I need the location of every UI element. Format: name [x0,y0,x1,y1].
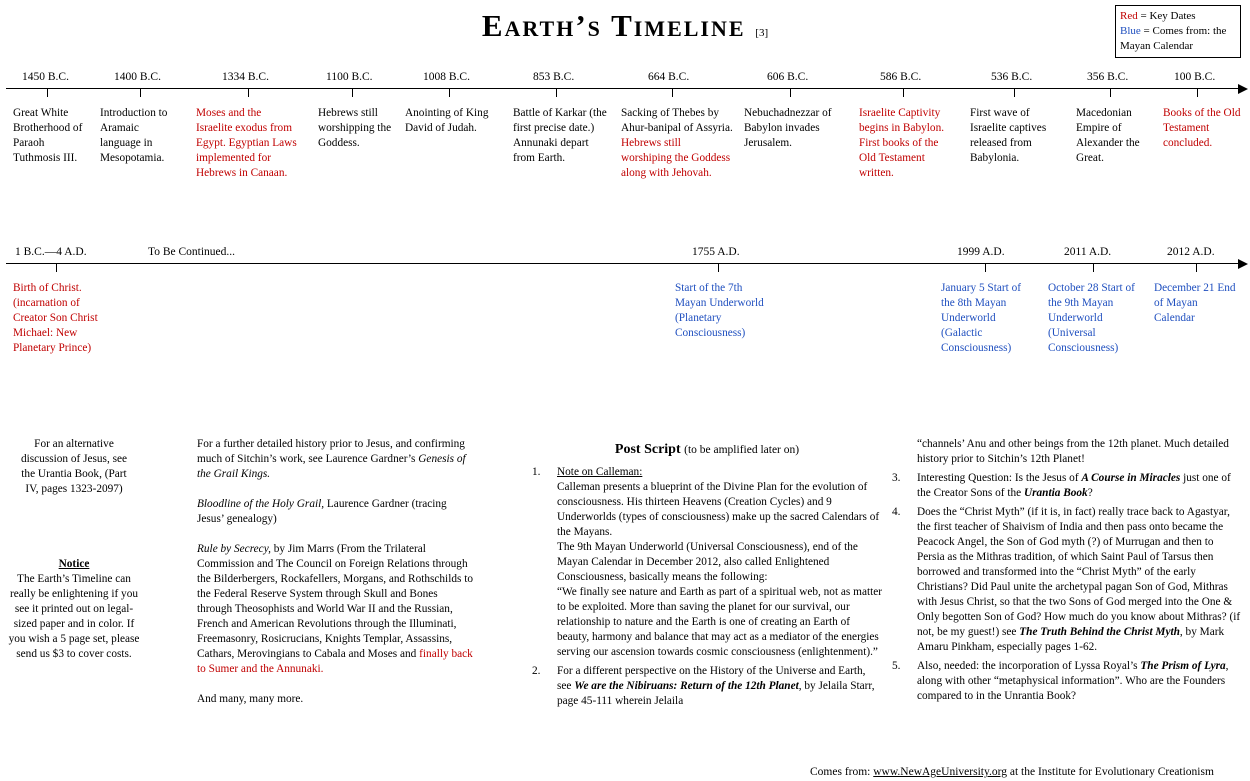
timeline-event-mayan: January 5 Start of the 8th Mayan Underworld (Galactic Consciousness) [941,282,1021,354]
timeline-event: Nebuchadnezzar of Babylon invades Jerusalem. [744,107,832,149]
timeline-event-text: Sacking of Thebes by Ahur-banipal of Assyria. [621,107,733,134]
timeline-date: 2012 A.D. [1167,246,1215,258]
postscript-note-4: 4. Does the “Christ Myth” (if it is, in fact) really trace back to Agastyar, the first teacher of Shaivism of India and then pass onto became the Peacock Angel, the Son of God myth (?) of Murrugan and then to Persia as the Mithras tradition, of which Saint Paul of Tarsus then borrowed and transformed into the “Christ Myth” of the early Christians? Did Paul unite the archetypal pagan Son of God, Mithras with Jesus Christ, so that the two Sons of God merged into the One & Only begotten Son of God? How much do you know about Mithras? (if not, be my guest!) see The Truth Behind the Christ Myth, by Mark Amaru Pinkham, especially pages 1-62. [892,506,1241,653]
timeline-tick [1197,88,1198,97]
urantia-note: For an alternative discussion of Jesus, see the Urantia Book, (Part IV, pages 1323-2097) [20,438,128,495]
timeline-tick [47,88,48,97]
legend-red-text: = Key Dates [1137,10,1196,22]
timeline-date: 536 B.C. [991,71,1033,83]
timeline-date: 1334 B.C. [222,71,269,83]
further-reading-gardner: For a further detailed history prior to Jesus, and confirming much of Sitchin’s work, see Laurence Gardner’s Genesis of the Grail Kings. [197,438,466,480]
postscript-note-2: 2. For a different perspective on the History of the Universe and Earth, see We are the Nibiruans: Return of the 12th Planet, by Jelaila Starr, page 45-111 wherein Jelaila [532,665,875,707]
timeline-date: 1999 A.D. [957,246,1005,258]
timeline-1-axis [6,88,1240,89]
legend-blue-word: Blue [1120,25,1141,37]
page-title: Earth’s Timeline [3] [481,8,769,43]
timeline-event-mayan: Start of the 7th Mayan Underworld (Planetary Consciousness) [675,282,764,339]
timeline-event-key: Hebrews still worshiping the Goddess along with Jehovah. [621,137,731,179]
timeline-event-mayan: October 28 Start of the 9th Mayan Underworld (Universal Consciousness) [1048,282,1135,354]
timeline-date: 853 B.C. [533,71,575,83]
postscript-note-5: 5. Also, needed: the incorporation of Lyssa Royal’s The Prism of Lyra, along with other “metaphysical information”. Who are the Founders compared to in the Unrantia Book? [892,660,1229,702]
notice-title: Notice [58,558,90,570]
timeline-2-arrow [1238,259,1248,269]
title-reference: [3] [755,27,769,39]
timeline-tick [672,88,673,97]
timeline-date: 1755 A.D. [692,246,740,258]
legend-red-word: Red [1120,10,1138,22]
timeline-tick [903,88,904,97]
further-reading-bloodline: Bloodline of the Holy Grail, Laurence Gardner (tracing Jesus’ genealogy) [197,498,447,525]
timeline-2-axis [6,263,1240,264]
postscript-note-1: 1. Note on Calleman: Calleman presents a blueprint of the Divine Plan for the evolution of consciousness. His thirteen Heavens (Creation Cycles) and 9 Underworlds (types of consciousness) make up the sacred Calendars of the Mayans. The 9th Mayan Underworld (Universal Consciousness), end of the Mayan Calendar in December 2012, also called Enlightened Consciousness, basically means the following: “We finally see nature and Earth as part of a spiritual web, not as matter to be exploited. More than saving the planet for our survival, our relationship to nature and the Earth is one of creating an Earth of beauty, harmony and balance that may act as a mediator of the energies serving our ascension towards cosmic consciousness (enlightenment).” [532,466,883,658]
further-reading [197,437,474,722]
timeline-tick [352,88,353,97]
to-be-continued: To Be Continued... [148,246,236,258]
timeline-tick [1093,263,1094,272]
timeline-tick [248,88,249,97]
timeline-tick [718,263,719,272]
timeline-event: Hebrews still worshipping the Goddess. [318,107,392,149]
timeline-tick [1110,88,1111,97]
notice-box [4,557,144,662]
timeline-event-key: Birth of Christ. (incarnation of Creator Son Christ Michael: New Planetary Prince) [13,282,98,354]
timeline-tick [1196,263,1197,272]
timeline-event-key: Israelite Captivity begins in Babylon. First books of the Old Testament written. [859,107,945,179]
timeline-tick [56,263,57,272]
further-reading-marrs: Rule by Secrecy, by Jim Marrs (From the Trilateral Commission and The Council on Foreign Relations through the Bilderbergers, Rockafellers, Morgans, and Rothschilds to the Federal Reserve System through Skull and Bones through Theosophists and World War II and the Russian, French and American Revolutions through the Illuminati, Freemasonry, Rosicrucians, Knights Templar, Assassins, Cathars, Merovingians to Cabala and Moses and finally back to Sumer and the Annunaki. [197,543,473,675]
notice-text: The Earth’s Timeline can really be enlightening if you see it printed out on legal-sized paper and in color. If you wish a 5 page set, please send us $3 to cover costs. [8,573,140,660]
timeline-date: 1450 B.C. [22,71,69,83]
timeline-event: First wave of Israelite captives released from Babylonia. [970,107,1047,164]
postscript-note-3: 3. Interesting Question: Is the Jesus of A Course in Miracles just one of the Creator Sons of the Urantia Book? [892,472,1231,499]
timeline-event: Anointing of King David of Judah. [405,107,489,134]
timeline-date: 1100 B.C. [326,71,373,83]
further-reading-more: And many, many more. [197,693,304,705]
legend-blue-text: = Comes from: the Mayan Calendar [1120,25,1227,52]
timeline-tick [449,88,450,97]
timeline-date: 664 B.C. [648,71,690,83]
timeline-tick [985,263,986,272]
timeline-tick [1014,88,1015,97]
timeline-date: 356 B.C. [1087,71,1129,83]
timeline-date: 1400 B.C. [114,71,161,83]
timeline-date: 586 B.C. [880,71,922,83]
timeline-tick [790,88,791,97]
timeline-event-mayan: December 21 End of Mayan Calendar [1154,282,1236,324]
timeline-date: 100 B.C. [1174,71,1216,83]
timeline-event: Great White Brotherhood of Paraoh Tuthmosis III. [13,107,83,164]
note-heading: Note on Calleman: [557,466,643,478]
postscript-continued [892,437,1242,704]
timeline-1-arrow [1238,84,1248,94]
timeline-event: Introduction to Aramaic language in Mesopotamia. [100,107,168,164]
website-link[interactable]: www.NewAgeUniversity.org [873,766,1007,778]
timeline-event [621,106,733,181]
timeline-date: 1 B.C.—4 A.D. [15,246,87,258]
color-legend [1115,5,1241,58]
postscript-subtitle: (to be amplified later on) [684,444,800,456]
timeline-event-key: Moses and the Israelite exodus from Egypt. Egyptian Laws implemented for Hebrews in Canaan. [196,107,297,179]
timeline-tick [140,88,141,97]
timeline-event: Macedonian Empire of Alexander the Great. [1076,107,1140,164]
timeline-date: 2011 A.D. [1064,246,1112,258]
timeline-event: Battle of Karkar (the first precise date.) Annunaki depart from Earth. [513,107,607,164]
footer-credit: Comes from: www.NewAgeUniversity.org at the Institute for Evolutionary Creationism [810,766,1214,778]
note-2-continued: “channels’ Anu and other beings from the 12th planet. Much detailed history prior to Sitchin’s 12th Planet! [917,438,1229,465]
timeline-event-key: Books of the Old Testament concluded. [1163,107,1241,149]
timeline-date: 1008 B.C. [423,71,470,83]
postscript-title: Post Script (to be amplified later on) [614,442,800,457]
timeline-date: 606 B.C. [767,71,809,83]
postscript-notes [532,465,882,709]
timeline-tick [556,88,557,97]
